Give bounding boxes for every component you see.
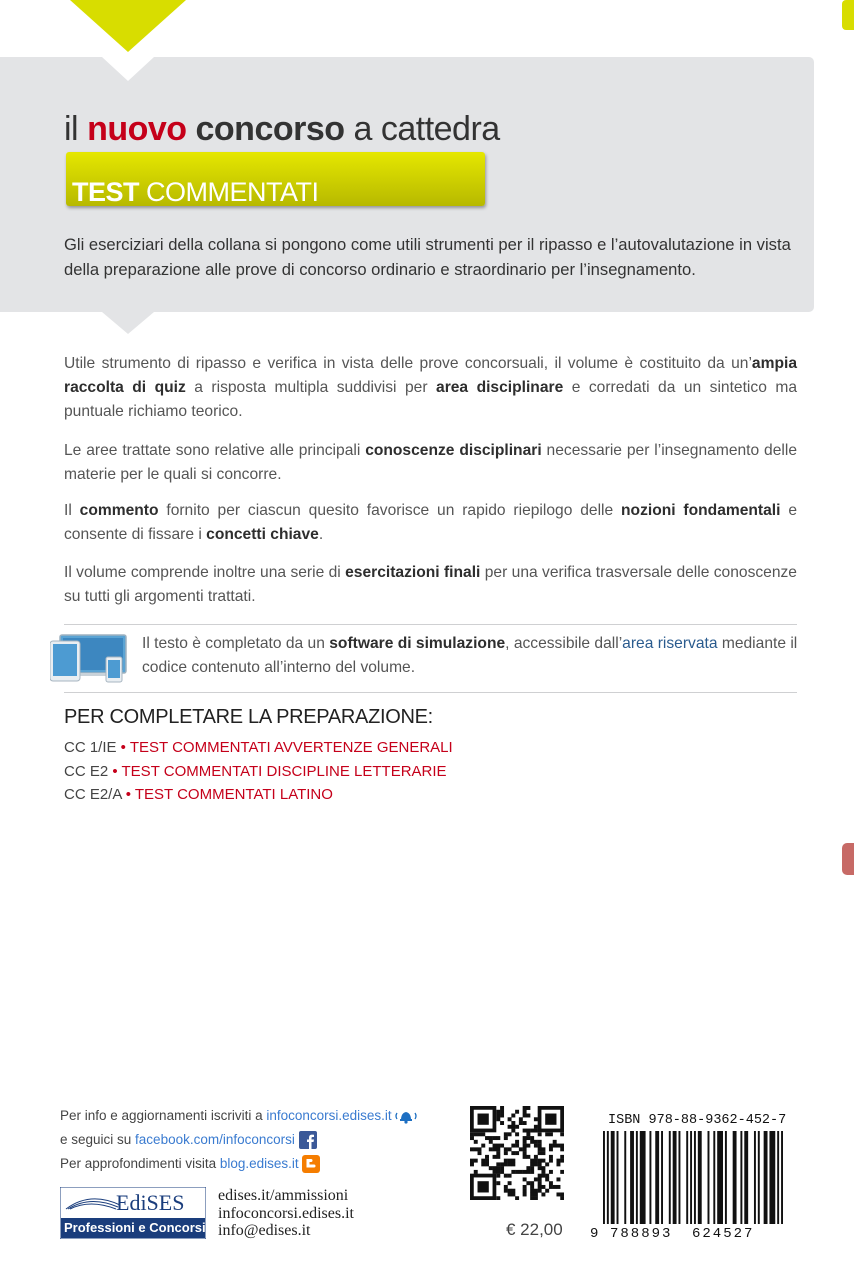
qr-module — [508, 1162, 512, 1166]
qr-module — [519, 1117, 523, 1121]
qr-module — [556, 1177, 560, 1181]
qr-module — [549, 1170, 553, 1174]
qr-module — [556, 1185, 560, 1189]
barcode-bar — [617, 1131, 619, 1224]
edises-contacts — [218, 1187, 354, 1240]
qr-module — [496, 1181, 500, 1185]
qr-module — [511, 1170, 515, 1174]
series-list — [64, 736, 453, 807]
qr-module — [538, 1144, 542, 1148]
qr-module — [515, 1110, 519, 1114]
barcode-bar — [607, 1131, 609, 1224]
qr-module — [508, 1192, 512, 1196]
qr-module — [493, 1147, 497, 1151]
barcode-bar — [754, 1131, 756, 1224]
barcode-bar — [661, 1131, 663, 1224]
barcode-bar — [777, 1131, 779, 1224]
qr-module — [545, 1162, 549, 1166]
qr-module — [549, 1159, 553, 1163]
qr-module — [481, 1159, 485, 1163]
facebook-link[interactable]: facebook.com/infoconcorsi — [135, 1132, 295, 1147]
qr-module — [538, 1140, 542, 1144]
barcode-bar — [636, 1131, 638, 1224]
qr-module — [530, 1166, 534, 1170]
price: € 22,00 — [506, 1220, 563, 1239]
qr-module — [541, 1147, 545, 1151]
qr-module — [534, 1162, 538, 1166]
qr-module — [534, 1144, 538, 1148]
qr-module — [534, 1189, 538, 1193]
qr-module — [485, 1159, 489, 1163]
qr-module — [523, 1177, 527, 1181]
qr-module — [549, 1185, 553, 1189]
qr-module — [496, 1110, 500, 1114]
barcode-digits: 9 788893 624527 — [590, 1226, 755, 1242]
qr-module — [504, 1159, 508, 1163]
qr-module — [504, 1174, 508, 1178]
qr-module — [541, 1166, 545, 1170]
qr-module — [504, 1162, 508, 1166]
qr-module — [526, 1181, 530, 1185]
qr-module — [496, 1196, 500, 1200]
contact-infoconcorsi[interactable]: infoconcorsi.edises.it — [218, 1204, 354, 1222]
banner-text: TEST COMMENTATI — [72, 177, 319, 207]
series-title: il nuovo concorso a cattedra — [64, 110, 500, 148]
qr-module — [541, 1170, 545, 1174]
qr-module — [538, 1177, 542, 1181]
qr-module — [496, 1155, 500, 1159]
qr-module — [560, 1132, 564, 1136]
info-line-3: Per approfondimenti visita blog.edises.it — [60, 1152, 417, 1176]
qr-module — [493, 1144, 497, 1148]
qr-module — [538, 1147, 542, 1151]
barcode-bar — [673, 1131, 677, 1224]
barcode-bar — [698, 1131, 702, 1224]
qr-code-icon — [470, 1106, 564, 1200]
footer-info — [60, 1104, 417, 1176]
qr-module — [541, 1185, 545, 1189]
edge-tab-red — [842, 843, 854, 875]
qr-module — [534, 1129, 538, 1133]
qr-module — [504, 1151, 508, 1155]
barcode-bar — [758, 1131, 760, 1224]
qr-module — [530, 1196, 534, 1200]
qr-module — [478, 1151, 482, 1155]
qr-module — [504, 1189, 508, 1193]
qr-module — [526, 1155, 530, 1159]
qr-module — [496, 1114, 500, 1118]
qr-module — [478, 1147, 482, 1151]
qr-module — [496, 1151, 500, 1155]
qr-module — [511, 1144, 515, 1148]
qr-module — [500, 1144, 504, 1148]
facebook-icon — [299, 1131, 317, 1149]
qr-module — [556, 1144, 560, 1148]
qr-module — [500, 1170, 504, 1174]
list-item: CC 1/IE • TEST COMMENTATI AVVERTENZE GENERALI — [64, 739, 453, 756]
divider-top — [64, 624, 797, 625]
qr-module — [474, 1140, 478, 1144]
barcode-bar — [694, 1131, 696, 1224]
qr-module — [496, 1174, 500, 1178]
qr-module — [474, 1159, 478, 1163]
qr-module — [553, 1140, 557, 1144]
info-line-1: Per info e aggiornamenti iscriviti a infoconcorsi.edises.it — [60, 1104, 417, 1128]
barcode-bar — [764, 1131, 768, 1224]
software-paragraph: Il testo è completato da un software di simulazione, accessibile dall’area riservata mediante il codice contenuto all’interno del volume. — [142, 635, 798, 676]
barcode-bar — [640, 1131, 646, 1224]
qr-module — [553, 1185, 557, 1189]
barcode-bar — [708, 1131, 710, 1224]
qr-module — [523, 1144, 527, 1148]
qr-module — [523, 1189, 527, 1193]
qr-module — [474, 1132, 478, 1136]
qr-module — [504, 1132, 508, 1136]
qr-module — [470, 1162, 474, 1166]
qr-module — [508, 1132, 512, 1136]
paragraph-1: Utile strumento di ripasso e verifica in vista delle prove concorsuali, il volume è costituito da un’ampia raccolta di quiz a risposta multipla suddivisi per area disciplinare e corredati da un sintetico ma puntuale richiamo teorico. — [64, 355, 798, 420]
area-riservata-link[interactable]: area riservata — [622, 635, 718, 652]
qr-module — [511, 1162, 515, 1166]
qr-module — [534, 1117, 538, 1121]
qr-module — [470, 1132, 474, 1136]
panel-notch-bottom — [102, 312, 154, 334]
barcode-bar — [769, 1131, 775, 1224]
qr-module — [530, 1140, 534, 1144]
qr-module — [530, 1192, 534, 1196]
qr-module — [504, 1136, 508, 1140]
infoconcorsi-link[interactable]: infoconcorsi.edises.it — [266, 1108, 392, 1123]
qr-module — [541, 1174, 545, 1178]
qr-module — [511, 1159, 515, 1163]
qr-module — [560, 1155, 564, 1159]
qr-module — [560, 1147, 564, 1151]
qr-module — [481, 1132, 485, 1136]
qr-module — [500, 1114, 504, 1118]
qr-module — [523, 1136, 527, 1140]
qr-module — [500, 1110, 504, 1114]
qr-module — [496, 1170, 500, 1174]
qr-module — [470, 1159, 474, 1163]
qr-module — [534, 1159, 538, 1163]
qr-finder — [478, 1181, 489, 1192]
barcode-bar — [611, 1131, 615, 1224]
divider-bottom — [64, 692, 797, 693]
isbn-label: ISBN 978-88-9362-452-7 — [608, 1113, 787, 1128]
blog-link[interactable]: blog.edises.it — [219, 1156, 299, 1171]
barcode-bar — [630, 1131, 634, 1224]
qr-module — [545, 1177, 549, 1181]
qr-finder — [478, 1114, 489, 1125]
qr-module — [523, 1110, 527, 1114]
qr-module — [474, 1147, 478, 1151]
barcode-bar — [603, 1131, 605, 1224]
qr-module — [538, 1151, 542, 1155]
qr-module — [515, 1125, 519, 1129]
qr-module — [511, 1125, 515, 1129]
qr-module — [526, 1170, 530, 1174]
yellow-triangle-decoration — [70, 0, 186, 52]
qr-module — [526, 1136, 530, 1140]
blogger-icon — [302, 1155, 320, 1173]
edises-logo-subtitle: Professioni e Concorsi — [64, 1220, 206, 1235]
qr-module — [515, 1132, 519, 1136]
qr-module — [530, 1159, 534, 1163]
qr-module — [538, 1189, 542, 1193]
qr-module — [515, 1140, 519, 1144]
qr-module — [541, 1151, 545, 1155]
qr-module — [519, 1170, 523, 1174]
paragraph-4: Il volume comprende inoltre una serie di esercitazioni finali per una verifica trasversale delle conoscenze su tutti gli argomenti trattati. — [64, 564, 797, 605]
qr-module — [560, 1144, 564, 1148]
barcode-bar — [733, 1131, 737, 1224]
qr-module — [500, 1121, 504, 1125]
bell-icon — [395, 1108, 417, 1124]
contact-email[interactable]: info@edises.it — [218, 1222, 311, 1239]
qr-module — [530, 1129, 534, 1133]
qr-module — [515, 1170, 519, 1174]
barcode-bar — [740, 1131, 742, 1224]
barcode-bar — [624, 1131, 626, 1224]
qr-module — [485, 1136, 489, 1140]
qr-module — [489, 1166, 493, 1170]
qr-module — [481, 1162, 485, 1166]
qr-module — [553, 1144, 557, 1148]
qr-module — [523, 1114, 527, 1118]
qr-module — [523, 1185, 527, 1189]
qr-module — [541, 1192, 545, 1196]
panel-notch-top — [102, 57, 154, 81]
qr-module — [493, 1155, 497, 1159]
qr-module — [508, 1147, 512, 1151]
qr-module — [560, 1192, 564, 1196]
qr-module — [523, 1192, 527, 1196]
qr-module — [538, 1166, 542, 1170]
qr-module — [530, 1136, 534, 1140]
edises-logo-name: EdiSES — [116, 1190, 185, 1215]
barcode-bar — [678, 1131, 680, 1224]
qr-module — [500, 1162, 504, 1166]
qr-module — [549, 1147, 553, 1151]
barcode-bar — [713, 1131, 715, 1224]
qr-module — [534, 1140, 538, 1144]
qr-module — [549, 1155, 553, 1159]
barcode-bar — [686, 1131, 688, 1224]
qr-module — [500, 1106, 504, 1110]
qr-module — [496, 1166, 500, 1170]
qr-module — [526, 1106, 530, 1110]
qr-module — [508, 1117, 512, 1121]
barcode-bar — [717, 1131, 723, 1224]
qr-module — [508, 1189, 512, 1193]
qr-module — [530, 1170, 534, 1174]
qr-module — [511, 1114, 515, 1118]
qr-module — [534, 1192, 538, 1196]
barcode-bar — [669, 1131, 671, 1224]
qr-module — [530, 1162, 534, 1166]
intro-paragraph: Gli eserciziari della collana si pongono come utili strumenti per il ripasso e l’autovalutazione in vista della preparazione alle prove di concorso ordinario e straordinario per l’insegnamento. — [64, 235, 791, 279]
qr-module — [511, 1189, 515, 1193]
barcode-bar — [725, 1131, 727, 1224]
qr-module — [538, 1181, 542, 1185]
qr-module — [511, 1192, 515, 1196]
qr-module — [523, 1170, 527, 1174]
qr-module — [534, 1177, 538, 1181]
list-item: CC E2/A • TEST COMMENTATI LATINO — [64, 786, 333, 803]
info-line-2: e seguici su facebook.com/infoconcorsi — [60, 1128, 417, 1152]
qr-module — [496, 1147, 500, 1151]
qr-module — [489, 1140, 493, 1144]
qr-module — [545, 1174, 549, 1178]
test-commentati-banner — [66, 152, 485, 206]
qr-module — [534, 1196, 538, 1200]
qr-module — [560, 1170, 564, 1174]
qr-module — [470, 1136, 474, 1140]
barcode-bar — [781, 1131, 783, 1224]
qr-module — [496, 1144, 500, 1148]
qr-module — [526, 1132, 530, 1136]
qr-module — [493, 1166, 497, 1170]
qr-module — [523, 1140, 527, 1144]
qr-module — [493, 1170, 497, 1174]
paragraph-2: Le aree trattate sono relative alle principali conoscenze disciplinari necessarie per l’insegnamento delle materie per le quali si concorre. — [64, 442, 797, 483]
qr-module — [504, 1147, 508, 1151]
qr-module — [508, 1159, 512, 1163]
qr-module — [530, 1189, 534, 1193]
qr-module — [534, 1125, 538, 1129]
qr-module — [511, 1151, 515, 1155]
qr-module — [526, 1166, 530, 1170]
barcode-bar — [649, 1131, 651, 1224]
series-title-nuovo: nuovo — [87, 110, 187, 148]
qr-module — [526, 1144, 530, 1148]
qr-module — [519, 1121, 523, 1125]
qr-module — [496, 1136, 500, 1140]
qr-module — [549, 1144, 553, 1148]
qr-module — [500, 1166, 504, 1170]
qr-module — [556, 1159, 560, 1163]
qr-module — [496, 1162, 500, 1166]
qr-module — [560, 1196, 564, 1200]
qr-module — [526, 1129, 530, 1133]
edises-logo — [60, 1187, 206, 1239]
qr-module — [470, 1147, 474, 1151]
qr-module — [511, 1129, 515, 1133]
contact-ammissioni[interactable]: edises.it/ammissioni — [218, 1187, 349, 1204]
qr-module — [538, 1185, 542, 1189]
qr-module — [545, 1189, 549, 1193]
paragraph-3: Il commento fornito per ciascun quesito favorisce un rapido riepilogo delle nozioni fondamentali e consente di fissare i concetti chiave. — [64, 502, 797, 543]
qr-module — [519, 1147, 523, 1151]
qr-module — [508, 1174, 512, 1178]
qr-module — [523, 1129, 527, 1133]
qr-module — [549, 1132, 553, 1136]
qr-module — [545, 1132, 549, 1136]
barcode-bar — [744, 1131, 748, 1224]
qr-module — [534, 1155, 538, 1159]
qr-module — [526, 1114, 530, 1118]
qr-module — [538, 1174, 542, 1178]
qr-module — [496, 1117, 500, 1121]
qr-module — [530, 1185, 534, 1189]
qr-module — [489, 1147, 493, 1151]
qr-module — [549, 1181, 553, 1185]
qr-module — [515, 1151, 519, 1155]
qr-module — [523, 1155, 527, 1159]
barcode-bar — [655, 1131, 659, 1224]
qr-module — [478, 1132, 482, 1136]
qr-module — [541, 1159, 545, 1163]
qr-module — [493, 1136, 497, 1140]
qr-module — [556, 1162, 560, 1166]
qr-module — [523, 1121, 527, 1125]
qr-finder — [545, 1114, 556, 1125]
qr-module — [485, 1155, 489, 1159]
qr-module — [523, 1151, 527, 1155]
qr-module — [474, 1170, 478, 1174]
qr-module — [560, 1159, 564, 1163]
qr-module — [556, 1192, 560, 1196]
qr-module — [508, 1125, 512, 1129]
qr-module — [515, 1144, 519, 1148]
barcode-bar — [690, 1131, 692, 1224]
qr-module — [538, 1162, 542, 1166]
edge-tab-yellow — [842, 0, 854, 30]
list-item: CC E2 • TEST COMMENTATI DISCIPLINE LETTERARIE — [64, 762, 447, 780]
qr-module — [538, 1159, 542, 1163]
series-title-concorso: concorso — [186, 110, 345, 148]
qr-module — [538, 1132, 542, 1136]
qr-module — [523, 1106, 527, 1110]
qr-module — [508, 1181, 512, 1185]
qr-module — [511, 1121, 515, 1125]
qr-module — [515, 1196, 519, 1200]
qr-module — [530, 1181, 534, 1185]
qr-module — [489, 1136, 493, 1140]
devices-icon — [50, 633, 132, 683]
qr-module — [523, 1147, 527, 1151]
qr-module — [504, 1185, 508, 1189]
completa-heading: PER COMPLETARE LA PREPARAZIONE: — [64, 706, 433, 728]
qr-module — [485, 1162, 489, 1166]
qr-module — [481, 1144, 485, 1148]
barcode-icon — [603, 1131, 783, 1224]
